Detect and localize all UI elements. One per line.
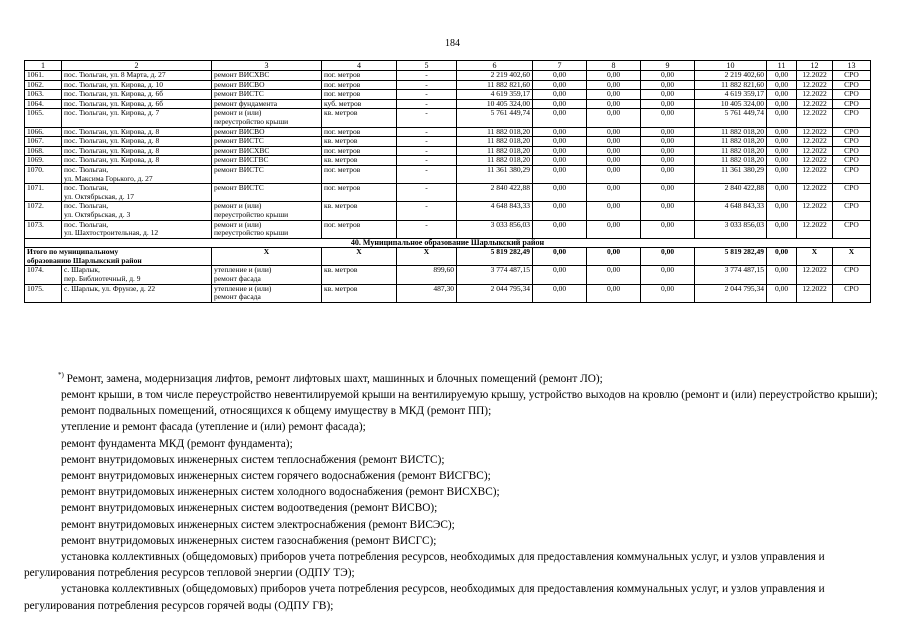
value-cell-c6: 4 648 843,33: [457, 202, 533, 220]
column-number: 4: [322, 61, 397, 71]
work-type-cell: [212, 80, 322, 90]
row-number: 1074.: [25, 266, 62, 284]
value-cell-c13: СРО: [833, 80, 871, 90]
value-cell-c9: 0,00: [641, 109, 695, 127]
row-number: 1067.: [25, 137, 62, 147]
value-cell-c9: 0,00: [641, 202, 695, 220]
column-number: 13: [833, 61, 871, 71]
work-type-cell: [212, 90, 322, 100]
quantity-cell: 899,60: [397, 266, 457, 284]
value-cell-c12: 12.2022: [797, 284, 833, 302]
unit-cell: пог. метров: [322, 127, 397, 137]
value-cell-c9: 0,00: [641, 99, 695, 109]
value-cell-c10: 11 361 380,29: [695, 165, 767, 183]
column-number: 6: [457, 61, 533, 71]
cell-line: ремонт фасада: [214, 274, 261, 284]
table-row: [25, 284, 871, 302]
value-cell-c8: 0,00: [587, 137, 641, 147]
total-row: [25, 248, 871, 266]
value-cell-c7: 0,00: [533, 146, 587, 156]
cell-line: ремонт ВИСТС: [214, 136, 264, 146]
total-c3: Х: [212, 248, 322, 266]
value-cell-c10: 11 882 018,20: [695, 146, 767, 156]
value-cell-c10: 10 405 324,00: [695, 99, 767, 109]
value-cell-c12: 12.2022: [797, 202, 833, 220]
value-cell-c9: 0,00: [641, 156, 695, 166]
row-number: 1068.: [25, 146, 62, 156]
repair-program-table: [24, 60, 871, 303]
cell-line: пос. Тюльган, ул. 8 Марта, д. 27: [64, 70, 166, 79]
row-number: 1069.: [25, 156, 62, 166]
cell-line: с. Шарлык,: [64, 265, 100, 275]
page-number: 184: [445, 38, 460, 49]
total-c8: 0,00: [587, 248, 641, 266]
value-cell-c8: 0,00: [587, 156, 641, 166]
value-cell-c8: 0,00: [587, 90, 641, 100]
value-cell-c6: 2 219 402,60: [457, 71, 533, 81]
value-cell-c9: 0,00: [641, 266, 695, 284]
value-cell-c11: 0,00: [767, 220, 797, 238]
value-cell-c13: СРО: [833, 156, 871, 166]
cell-line: ремонт ВИСХВС: [214, 70, 270, 79]
unit-cell: кв. метров: [322, 266, 397, 284]
cell-line: ремонт и (или): [214, 201, 262, 211]
cell-line: утепление и (или): [214, 284, 272, 293]
value-cell-c13: СРО: [833, 146, 871, 156]
value-cell-c10: 2 044 795,34: [695, 284, 767, 302]
address-cell: [62, 137, 212, 147]
unit-cell: кв. метров: [322, 137, 397, 147]
value-cell-c13: СРО: [833, 220, 871, 238]
value-cell-c8: 0,00: [587, 99, 641, 109]
value-cell-c11: 0,00: [767, 156, 797, 166]
value-cell-c6: 2 044 795,34: [457, 284, 533, 302]
footnote-item: ремонт внутридомовых инженерных систем горячего водоснабжения (ремонт ВИСГВС);: [61, 469, 491, 482]
value-cell-c9: 0,00: [641, 220, 695, 238]
address-cell: [62, 71, 212, 81]
cell-line: переустройство крыши: [214, 116, 289, 126]
quantity-cell: -: [397, 71, 457, 81]
value-cell-c13: СРО: [833, 137, 871, 147]
quantity-cell: -: [397, 109, 457, 127]
total-c13: Х: [833, 248, 871, 266]
value-cell-c11: 0,00: [767, 127, 797, 137]
row-number: 1075.: [25, 284, 62, 302]
value-cell-c6: 10 405 324,00: [457, 99, 533, 109]
column-number: 12: [797, 61, 833, 71]
value-cell-c13: СРО: [833, 266, 871, 284]
cell-line: ремонт ВИСВО: [214, 80, 265, 89]
cell-line: ремонт и (или): [214, 108, 262, 118]
value-cell-c11: 0,00: [767, 99, 797, 109]
value-cell-c12: 12.2022: [797, 220, 833, 238]
cell-line: пос. Тюльган, ул. Кирова, д. 8: [64, 155, 160, 165]
footnote-item: *) Ремонт, замена, модернизация лифтов, ремонт лифтовых шахт, машинных и блочных помещений (ремонт ЛО);: [58, 371, 603, 385]
unit-cell: куб. метров: [322, 99, 397, 109]
value-cell-c11: 0,00: [767, 90, 797, 100]
value-cell-c13: СРО: [833, 284, 871, 302]
address-cell: [62, 90, 212, 100]
value-cell-c9: 0,00: [641, 165, 695, 183]
quantity-cell: -: [397, 99, 457, 109]
value-cell-c10: 11 882 018,20: [695, 156, 767, 166]
value-cell-c13: СРО: [833, 71, 871, 81]
value-cell-c13: СРО: [833, 165, 871, 183]
value-cell-c8: 0,00: [587, 284, 641, 302]
value-cell-c8: 0,00: [587, 202, 641, 220]
address-cell: [62, 109, 212, 127]
address-cell: [62, 127, 212, 137]
unit-cell: пог. метров: [322, 90, 397, 100]
row-number: 1072.: [25, 202, 62, 220]
value-cell-c10: 2 219 402,60: [695, 71, 767, 81]
column-number: 1: [25, 61, 62, 71]
value-cell-c12: 12.2022: [797, 184, 833, 202]
quantity-cell: -: [397, 127, 457, 137]
total-c6: 5 819 282,49: [457, 248, 533, 266]
unit-cell: кв. метров: [322, 109, 397, 127]
table-row: [25, 184, 871, 202]
total-c11: 0,00: [767, 248, 797, 266]
section-title: 40. Муниципальное образование Шарлыкский район: [25, 238, 871, 248]
value-cell-c11: 0,00: [767, 109, 797, 127]
row-number: 1065.: [25, 109, 62, 127]
value-cell-c9: 0,00: [641, 80, 695, 90]
column-number: 5: [397, 61, 457, 71]
quantity-cell: -: [397, 146, 457, 156]
value-cell-c7: 0,00: [533, 80, 587, 90]
value-cell-c11: 0,00: [767, 80, 797, 90]
footnote-item: ремонт подвальных помещений, относящихся к общему имуществу в МКД (ремонт ПП);: [61, 405, 492, 418]
value-cell-c7: 0,00: [533, 109, 587, 127]
cell-line: образованию Шарлыкский район: [27, 255, 142, 265]
value-cell-c7: 0,00: [533, 284, 587, 302]
value-cell-c7: 0,00: [533, 156, 587, 166]
cell-line: ремонт ВИСТС: [214, 165, 264, 174]
value-cell-c10: 3 033 856,03: [695, 220, 767, 238]
unit-cell: кв. метров: [322, 284, 397, 302]
table-row: [25, 109, 871, 127]
address-cell: [62, 99, 212, 109]
cell-line: ремонт ВИСТС: [214, 183, 264, 193]
footnote-item: утепление и ремонт фасада (утепление и (или) ремонт фасада);: [61, 421, 366, 434]
total-c10: 5 819 282,49: [695, 248, 767, 266]
value-cell-c12: 12.2022: [797, 165, 833, 183]
value-cell-c6: 5 761 449,74: [457, 109, 533, 127]
row-number: 1064.: [25, 99, 62, 109]
cell-line: ремонт фундамента: [214, 99, 278, 108]
unit-cell: пог. метров: [322, 71, 397, 81]
value-cell-c10: 11 882 018,20: [695, 127, 767, 137]
value-cell-c7: 0,00: [533, 90, 587, 100]
value-cell-c6: 11 882 018,20: [457, 137, 533, 147]
column-number: 8: [587, 61, 641, 71]
value-cell-c10: 2 840 422,88: [695, 184, 767, 202]
value-cell-c11: 0,00: [767, 71, 797, 81]
cell-line: пос. Тюльган,: [64, 220, 109, 229]
value-cell-c13: СРО: [833, 202, 871, 220]
cell-line: с. Шарлык, ул. Фрунзе, д. 22: [64, 284, 156, 293]
value-cell-c7: 0,00: [533, 127, 587, 137]
work-type-cell: [212, 284, 322, 302]
cell-line: ремонт ВИСВО: [214, 127, 265, 136]
work-type-cell: [212, 99, 322, 109]
value-cell-c8: 0,00: [587, 266, 641, 284]
footnote-item: ремонт внутридомовых инженерных систем газоснабжения (ремонт ВИСГС);: [61, 534, 437, 547]
value-cell-c11: 0,00: [767, 202, 797, 220]
cell-line: ул. Октябрьская, д. 17: [64, 191, 134, 201]
footnote-item: установка коллективных (общедомовых) приборов учета потребления ресурсов, необходимых для предоставления коммунальных услуг, и узлов управления и регулирования потребления ресурсов тепловой энергии (ОДПУ ТЭ);: [24, 551, 825, 580]
value-cell-c9: 0,00: [641, 71, 695, 81]
quantity-cell: -: [397, 184, 457, 202]
cell-line: ремонт фасада: [214, 292, 261, 302]
table-row: [25, 156, 871, 166]
work-type-cell: [212, 202, 322, 220]
cell-line: пос. Тюльган, ул. Кирова, д. 10: [64, 80, 164, 89]
cell-line: пос. Тюльган, ул. Кирова, д. 6б: [64, 99, 164, 108]
value-cell-c8: 0,00: [587, 184, 641, 202]
value-cell-c8: 0,00: [587, 220, 641, 238]
quantity-cell: -: [397, 165, 457, 183]
table-row: [25, 71, 871, 81]
unit-cell: пог. метров: [322, 220, 397, 238]
column-number: 7: [533, 61, 587, 71]
unit-cell: кв. метров: [322, 156, 397, 166]
value-cell-c6: 11 882 018,20: [457, 127, 533, 137]
value-cell-c13: СРО: [833, 127, 871, 137]
footnote-item: ремонт внутридомовых инженерных систем холодного водоснабжения (ремонт ВИСХВС);: [61, 486, 500, 499]
work-type-cell: [212, 137, 322, 147]
cell-line: пос. Тюльган,: [64, 183, 109, 193]
value-cell-c13: СРО: [833, 184, 871, 202]
value-cell-c7: 0,00: [533, 202, 587, 220]
value-cell-c13: СРО: [833, 99, 871, 109]
footnotes: [24, 367, 884, 614]
value-cell-c8: 0,00: [587, 165, 641, 183]
value-cell-c7: 0,00: [533, 184, 587, 202]
column-number: 2: [62, 61, 212, 71]
row-number: 1061.: [25, 71, 62, 81]
footnote-item: установка коллективных (общедомовых) приборов учета потребления ресурсов, необходимых для предоставления коммунальных услуг, и узлов управления и регулирования потребления ресурсов горячей воды (ОДПУ ГВ);: [24, 583, 825, 612]
value-cell-c12: 12.2022: [797, 80, 833, 90]
quantity-cell: -: [397, 80, 457, 90]
value-cell-c9: 0,00: [641, 127, 695, 137]
value-cell-c12: 12.2022: [797, 266, 833, 284]
value-cell-c11: 0,00: [767, 137, 797, 147]
row-number: 1073.: [25, 220, 62, 238]
work-type-cell: [212, 127, 322, 137]
value-cell-c10: 5 761 449,74: [695, 109, 767, 127]
address-cell: [62, 156, 212, 166]
quantity-cell: -: [397, 156, 457, 166]
value-cell-c9: 0,00: [641, 137, 695, 147]
address-cell: [62, 165, 212, 183]
value-cell-c12: 12.2022: [797, 71, 833, 81]
cell-line: ремонт и (или): [214, 220, 262, 229]
row-number: 1071.: [25, 184, 62, 202]
total-c9: 0,00: [641, 248, 695, 266]
cell-line: утепление и (или): [214, 265, 272, 275]
row-number: 1062.: [25, 80, 62, 90]
cell-line: ул. Октябрьская, д. 3: [64, 209, 131, 219]
value-cell-c8: 0,00: [587, 71, 641, 81]
value-cell-c6: 4 619 359,17: [457, 90, 533, 100]
unit-cell: пог. метров: [322, 165, 397, 183]
work-type-cell: [212, 220, 322, 238]
cell-line: пос. Тюльган, ул. Кирова, д. 7: [64, 108, 160, 118]
value-cell-c7: 0,00: [533, 220, 587, 238]
footnote-item: ремонт внутридомовых инженерных систем теплоснабжения (ремонт ВИСТС);: [61, 453, 445, 466]
value-cell-c10: 4 619 359,17: [695, 90, 767, 100]
unit-cell: кв. метров: [322, 202, 397, 220]
table-row: [25, 127, 871, 137]
table-row: [25, 165, 871, 183]
table-row: [25, 220, 871, 238]
work-type-cell: [212, 156, 322, 166]
value-cell-c11: 0,00: [767, 284, 797, 302]
work-type-cell: [212, 266, 322, 284]
value-cell-c9: 0,00: [641, 184, 695, 202]
cell-line: пос. Тюльган, ул. Кирова, д. 8: [64, 146, 160, 155]
cell-line: пос. Тюльган, ул. Кирова, д. 8: [64, 136, 160, 146]
value-cell-c8: 0,00: [587, 146, 641, 156]
unit-cell: пог. метров: [322, 184, 397, 202]
value-cell-c11: 0,00: [767, 165, 797, 183]
cell-line: ремонт ВИСТС: [214, 89, 264, 99]
work-type-cell: [212, 184, 322, 202]
footnote-item: ремонт фундамента МКД (ремонт фундамента);: [61, 437, 293, 450]
value-cell-c12: 12.2022: [797, 90, 833, 100]
value-cell-c11: 0,00: [767, 266, 797, 284]
table-row: [25, 99, 871, 109]
address-cell: [62, 266, 212, 284]
value-cell-c6: 11 882 018,20: [457, 146, 533, 156]
value-cell-c6: 11 882 018,20: [457, 156, 533, 166]
work-type-cell: [212, 71, 322, 81]
cell-line: пос. Тюльган, ул. Кирова, д. 8: [64, 127, 160, 136]
value-cell-c10: 3 774 487,15: [695, 266, 767, 284]
address-cell: [62, 80, 212, 90]
value-cell-c12: 12.2022: [797, 99, 833, 109]
row-number: 1066.: [25, 127, 62, 137]
value-cell-c7: 0,00: [533, 99, 587, 109]
table-row: [25, 266, 871, 284]
row-number: 1063.: [25, 90, 62, 100]
table-row: [25, 90, 871, 100]
cell-line: переустройство крыши: [214, 228, 289, 238]
value-cell-c8: 0,00: [587, 127, 641, 137]
value-cell-c6: 3 033 856,03: [457, 220, 533, 238]
cell-line: пос. Тюльган,: [64, 201, 109, 211]
value-cell-c10: 4 648 843,33: [695, 202, 767, 220]
column-number: 9: [641, 61, 695, 71]
unit-cell: пог. метров: [322, 80, 397, 90]
value-cell-c10: 11 882 018,20: [695, 137, 767, 147]
total-label: [25, 248, 212, 266]
value-cell-c12: 12.2022: [797, 156, 833, 166]
table-row: [25, 202, 871, 220]
value-cell-c12: 12.2022: [797, 137, 833, 147]
cell-line: ремонт ВИСГВС: [214, 155, 269, 165]
value-cell-c11: 0,00: [767, 146, 797, 156]
value-cell-c6: 2 840 422,88: [457, 184, 533, 202]
value-cell-c7: 0,00: [533, 266, 587, 284]
value-cell-c11: 0,00: [767, 184, 797, 202]
total-c4: Х: [322, 248, 397, 266]
quantity-cell: -: [397, 202, 457, 220]
value-cell-c6: 11 361 380,29: [457, 165, 533, 183]
cell-line: пер. Библиотечный, д. 9: [64, 274, 141, 284]
cell-line: ремонт ВИСХВС: [214, 146, 270, 155]
table-body: [25, 61, 871, 303]
value-cell-c6: 3 774 487,15: [457, 266, 533, 284]
work-type-cell: [212, 165, 322, 183]
row-number: 1070.: [25, 165, 62, 183]
table-row: [25, 80, 871, 90]
value-cell-c9: 0,00: [641, 90, 695, 100]
quantity-cell: -: [397, 220, 457, 238]
total-c12: Х: [797, 248, 833, 266]
column-number: 11: [767, 61, 797, 71]
value-cell-c12: 12.2022: [797, 146, 833, 156]
cell-line: пос. Тюльган,: [64, 165, 109, 174]
work-type-cell: [212, 146, 322, 156]
footnote-item: ремонт крыши, в том числе переустройство невентилируемой крыши на вентилируемую крышу, устройство выходов на кровлю (ремонт и (или) переустройство крыши);: [61, 388, 878, 401]
value-cell-c8: 0,00: [587, 109, 641, 127]
value-cell-c7: 0,00: [533, 71, 587, 81]
address-cell: [62, 146, 212, 156]
address-cell: [62, 284, 212, 302]
column-number-row: [25, 61, 871, 71]
table-row: [25, 137, 871, 147]
quantity-cell: 487,30: [397, 284, 457, 302]
unit-cell: пог. метров: [322, 146, 397, 156]
column-number: 10: [695, 61, 767, 71]
cell-line: переустройство крыши: [214, 209, 289, 219]
cell-line: ул. Шахтостроительная, д. 12: [64, 228, 159, 238]
value-cell-c9: 0,00: [641, 284, 695, 302]
work-type-cell: [212, 109, 322, 127]
value-cell-c7: 0,00: [533, 165, 587, 183]
column-number: 3: [212, 61, 322, 71]
total-c7: 0,00: [533, 248, 587, 266]
value-cell-c10: 11 882 821,60: [695, 80, 767, 90]
footnote-item: ремонт внутридомовых инженерных систем электроснабжения (ремонт ВИСЭС);: [61, 518, 455, 531]
quantity-cell: -: [397, 137, 457, 147]
cell-line: ул. Максима Горького, д. 27: [64, 173, 153, 183]
address-cell: [62, 184, 212, 202]
value-cell-c12: 12.2022: [797, 127, 833, 137]
value-cell-c13: СРО: [833, 109, 871, 127]
section-row: [25, 238, 871, 248]
footnote-item: ремонт внутридомовых инженерных систем водоотведения (ремонт ВИСВО);: [61, 502, 438, 515]
total-c5: Х: [397, 248, 457, 266]
value-cell-c12: 12.2022: [797, 109, 833, 127]
value-cell-c6: 11 882 821,60: [457, 80, 533, 90]
value-cell-c7: 0,00: [533, 137, 587, 147]
table-row: [25, 146, 871, 156]
address-cell: [62, 202, 212, 220]
footnote-mark: *): [58, 371, 64, 379]
cell-line: пос. Тюльган, ул. Кирова, д. 6б: [64, 89, 164, 99]
value-cell-c13: СРО: [833, 90, 871, 100]
cell-line: Итого по муниципальному: [27, 247, 119, 257]
value-cell-c8: 0,00: [587, 80, 641, 90]
address-cell: [62, 220, 212, 238]
value-cell-c9: 0,00: [641, 146, 695, 156]
quantity-cell: -: [397, 90, 457, 100]
